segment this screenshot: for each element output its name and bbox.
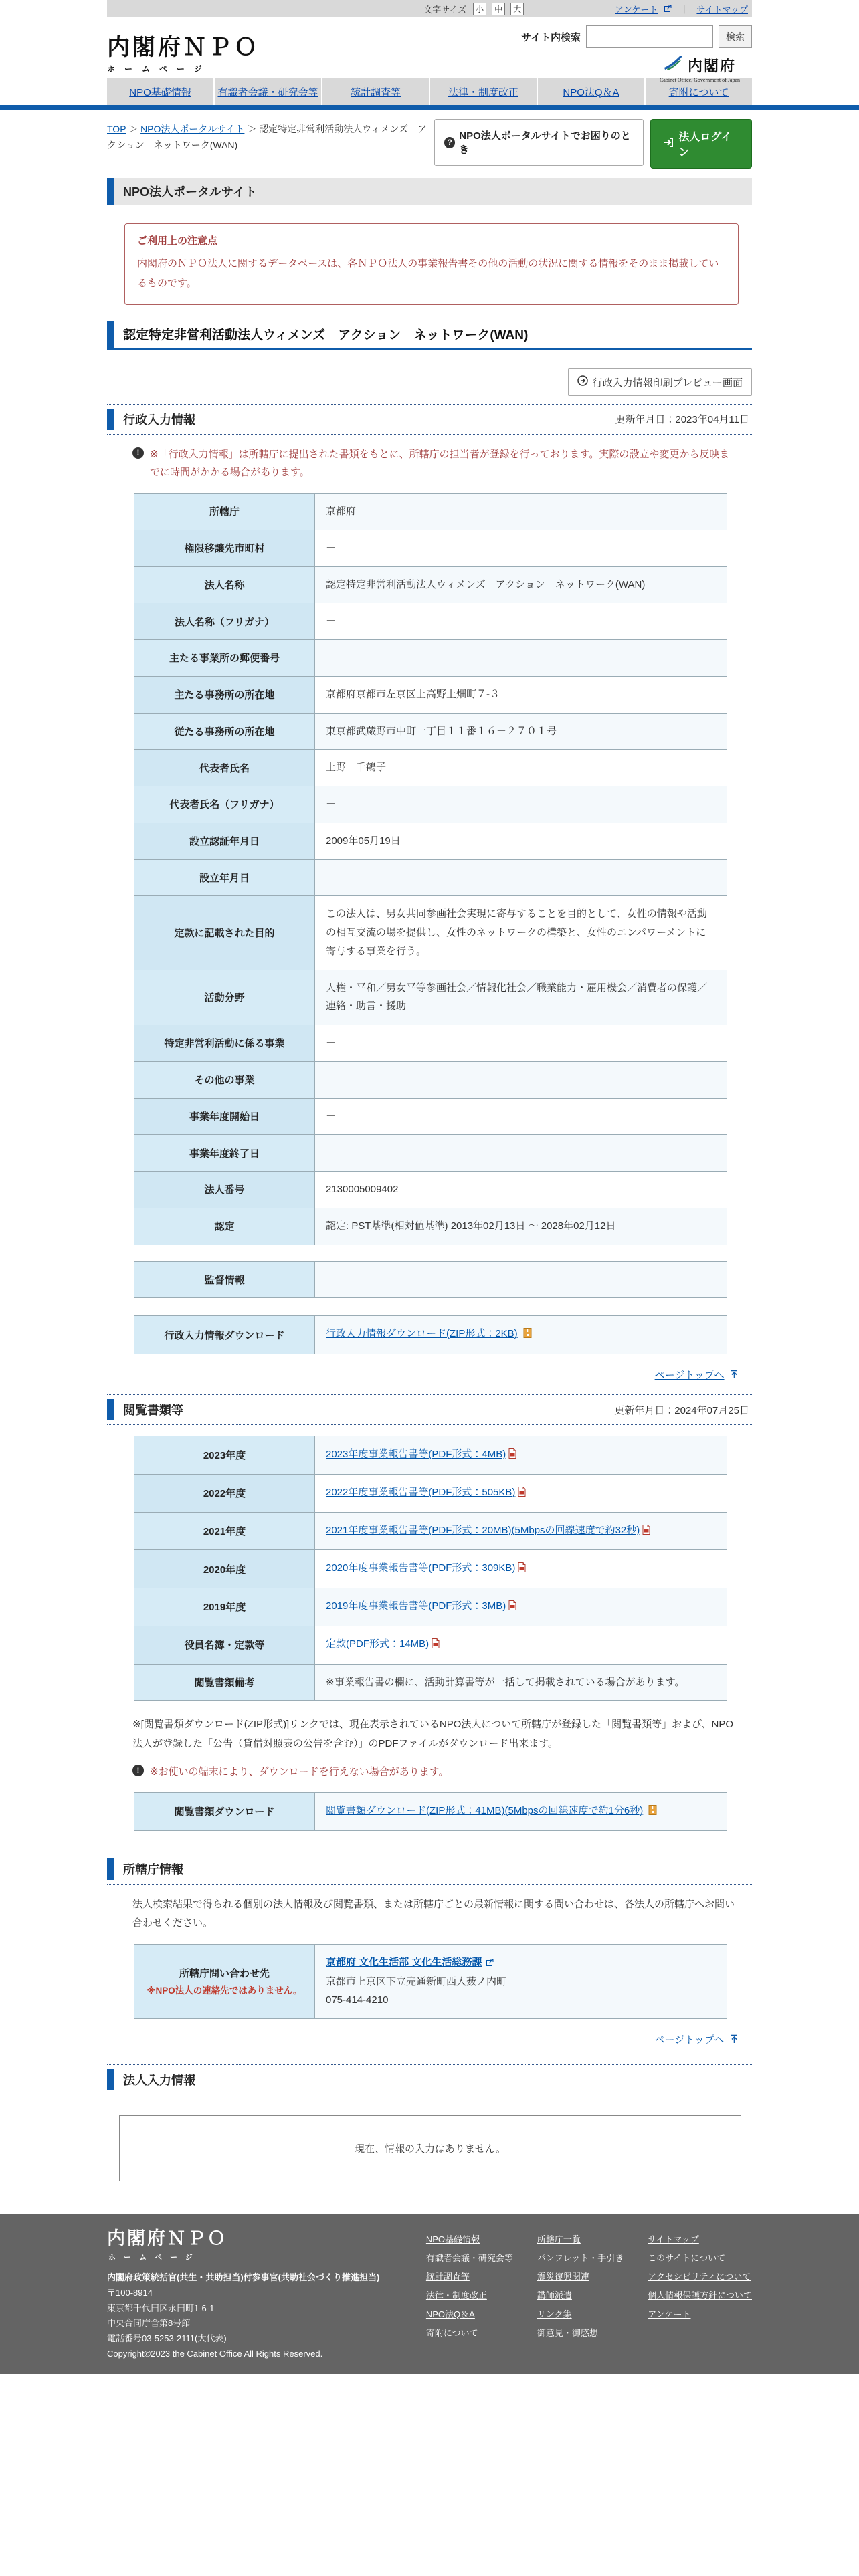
report-2023-link[interactable]: 2023年度事業報告書等(PDF形式：4MB) [326,1448,506,1460]
table-row: 設立認証年月日 2009年05月19日 [134,823,727,859]
authority-address: 京都市上京区下立売通新町西入薮ノ内町 [326,1975,507,1988]
search-button[interactable]: 検索 [719,25,752,48]
pdf-file-icon [518,1560,526,1579]
table-row: 役員名簿・定款等 定款(PDF形式：14MB) [134,1626,727,1664]
table-row: 所轄庁 京都府 [134,494,727,530]
footer-link[interactable]: 寄附について [425,2328,478,2338]
corp-input-title: 法人入力情報 [107,2069,195,2090]
pdf-file-icon [508,1446,516,1465]
table-row: 代表者氏名 上野 千鶴子 [134,750,727,786]
cao-name: 内閣府 [687,58,736,74]
table-row: 特定非営利活動に係る事業 － [134,1025,727,1062]
footer-link[interactable]: NPO法Q＆A [425,2309,475,2319]
documents-updated-date: 更新年月日：2024年07月25日 [614,1404,749,1416]
table-row: 法人名称 認定特定非営利活動法人ウィメンズ アクション ネットワーク(WAN) [134,566,727,603]
table-row: 閲覧書類備考 ※事業報告書の欄に、活動計算書等が一括して掲載されている場合があります。 [134,1664,727,1701]
admin-info-updated-date: 更新年月日：2023年04月11日 [615,414,749,425]
admin-zip-download-link[interactable]: 行政入力情報ダウンロード(ZIP形式：2KB) [326,1328,518,1340]
articles-link[interactable]: 定款(PDF形式：14MB) [326,1638,430,1650]
footer-link[interactable]: サイトマップ [648,2234,699,2244]
table-row: 定款に記載された目的 この法人は、男女共同参画社会実現に寄与することを目的として、女性の情報や活動の相互交流の場を提供し、女性のネットワークの構築と、女性のエンパワーメントに寄与する事業を行う。 [134,896,727,970]
table-row: その他の事業 － [134,1061,727,1098]
breadcrumb-separator: ＞ [247,124,257,134]
pdf-file-icon [518,1485,526,1503]
zip-download-note: ※[閲覧書類ダウンロード(ZIP形式)]リンクでは、現在表示されているNPO法人について所轄庁が登録した「閲覧書類等」および、NPO法人が登録した「公告（貸借対照表の公告を含む）」のPDFファイルがダウンロード出来ます。 [132,1719,734,1749]
contact-label: 所轄庁問い合わせ先 [179,1968,270,1980]
cao-caption: Cabinet Office, Government of Japan [659,77,740,83]
cao-emblem-icon [664,55,684,76]
footer-logo[interactable]: 内閣府ＮＰＯ ホームページ [107,2228,227,2262]
page-top-link[interactable]: ページトップへ [654,1370,725,1381]
report-2022-link[interactable]: 2022年度事業報告書等(PDF形式：505KB) [326,1486,516,1498]
table-row: 権限移譲先市町村 － [134,530,727,566]
footer-postal: 〒100-8914 [107,2287,153,2298]
site-search [521,25,752,48]
npo-home-logo[interactable] [107,25,260,73]
main-nav [107,78,752,105]
utility-bar [107,0,752,17]
report-2019-link[interactable]: 2019年度事業報告書等(PDF形式：3MB) [326,1600,506,1612]
external-link-icon [486,1954,494,1973]
table-row: 代表者氏名（フリガナ） － [134,786,727,823]
table-row: 設立年月日 － [134,859,727,896]
footer-link[interactable]: パンフレット・手引き [537,2253,624,2263]
table-row: 2023年度 2023年度事業報告書等(PDF形式：4MB) [134,1436,727,1475]
documents-title: 閲覧書類等 [107,1399,183,1420]
footer-col-1 [426,2232,513,2362]
breadcrumb-separator: ＞ [128,124,138,134]
table-row: 事業年度終了日 － [134,1135,727,1172]
nav-item-law-reform[interactable]: 法律・制度改正 [430,78,538,105]
survey-link[interactable]: アンケート [615,4,658,15]
supervision-table [134,1261,727,1299]
breadcrumb [107,119,434,169]
table-row: 2020年度 2020年度事業報告書等(PDF形式：309KB) [134,1550,727,1588]
logo-text-sub: ホームページ [107,64,211,74]
footer-link[interactable]: 法律・制度改正 [425,2290,487,2300]
footer-col-2 [537,2232,624,2362]
footer-link[interactable]: 震災復興関連 [537,2272,589,2282]
documents-section-header [107,1394,752,1425]
corp-input-empty-message: 現在、情報の入力はありません。 [119,2115,741,2181]
footer-link[interactable]: このサイトについて [648,2253,726,2263]
authority-title: 所轄庁情報 [107,1858,183,1880]
admin-info-table [134,493,727,1245]
site-header [107,17,752,83]
footer-link[interactable]: 所轄庁一覧 [537,2234,581,2244]
info-icon: ! [132,1765,144,1776]
nav-item-expert-meetings[interactable]: 有識者会議・研究会等 [215,78,322,105]
notice-title: ご利用上の注意点 [137,235,218,247]
documents-download-table [134,1792,727,1831]
footer [0,2214,859,2374]
authority-contact-table [134,1944,727,2019]
admin-info-section-header [107,404,752,435]
nav-item-statistics[interactable]: 統計調査等 [322,78,430,105]
zip-file-icon [648,1803,657,1822]
download-warning-note: ! ※お使いの端末により、ダウンロードを行えない場合があります。 [132,1763,739,1782]
footer-address1: 東京都千代田区永田町1-6-1 [107,2302,215,2313]
contact-label-note: ※NPO法人の連絡先ではありません。 [147,1985,302,1996]
font-size-label: 文字サイズ [423,4,467,15]
external-link-icon [664,4,672,14]
page-top-link[interactable]: ページトップへ [654,2034,725,2046]
pdf-file-icon [432,1636,440,1655]
breadcrumb-current: 認定特定非営利活動法人ウィメンズ アクション ネットワーク(WAN) [107,124,427,150]
report-2020-link[interactable]: 2020年度事業報告書等(PDF形式：309KB) [326,1562,516,1574]
table-row: 法人名称（フリガナ） － [134,603,727,640]
nav-item-npo-basics[interactable]: NPO基礎情報 [107,78,215,105]
nav-item-donation[interactable]: 寄附について [668,86,729,98]
nav-item-npo-law-qa[interactable]: NPO法Q＆A [538,78,646,105]
topbar-divider: ｜ [680,4,689,15]
portal-help-button[interactable]: ? NPO法人ポータルサイトでお困りのとき [434,119,644,166]
admin-info-title: 行政入力情報 [107,409,195,430]
question-icon: ? [444,137,455,148]
admin-download-table [134,1315,727,1354]
footer-link[interactable]: NPO基礎情報 [425,2234,480,2244]
table-row: 行政入力情報ダウンロード 行政入力情報ダウンロード(ZIP形式：2KB) [134,1316,727,1354]
footer-link[interactable]: 有識者会議・研究会等 [425,2253,513,2263]
report-2021-link[interactable]: 2021年度事業報告書等(PDF形式：20MB)(5Mbpsの回線速度で約32秒) [326,1524,640,1536]
authority-section-header [107,1854,752,1885]
font-size-small-button[interactable]: 小 [473,3,486,15]
table-row: 法人番号 2130005009402 [134,1172,727,1208]
admin-info-print-preview-button[interactable]: 行政入力情報印刷プレビュー画面 [568,368,752,396]
table-row: 主たる事務所の所在地 京都府京都市左京区上高野上畑町７-３ [134,676,727,713]
breadcrumb-top-link[interactable]: TOP [107,124,126,134]
logo-text-main: 内閣府ＮＰＯ [107,35,260,60]
corporation-title: 認定特定非営利活動法人ウィメンズ アクション ネットワーク(WAN) [107,321,752,350]
authority-phone: 075-414-4210 [326,1994,389,2006]
footer-link[interactable]: 統計調査等 [425,2272,470,2282]
footer-link[interactable]: リンク集 [537,2309,572,2319]
table-row: 2019年度 2019年度事業報告書等(PDF形式：3MB) [134,1588,727,1626]
search-label: サイト内検索 [521,31,581,43]
table-row: 従たる事務所の所在地 東京都武蔵野市中町一丁目１１番１６－２７０１号 [134,713,727,750]
table-row: 主たる事業所の郵便番号 － [134,640,727,677]
footer-link[interactable]: アクセシビリティについて [648,2272,751,2282]
page-top-icon [730,2034,739,2047]
breadcrumb-portal-link[interactable]: NPO法人ポータルサイト [140,124,245,134]
portal-site-heading: NPO法人ポータルサイト [107,178,752,205]
notice-body: 内閣府のＮＰＯ法人に関するデータベースは、各ＮＰＯ法人の事業報告書その他の活動の状況に関する情報をそのまま掲載しているものです。 [137,258,719,290]
footer-link[interactable]: アンケート [648,2309,691,2319]
footer-copyright: Copyright©2023 the Cabinet Office All Rights Reserved. [107,2348,323,2359]
table-row: 認定 認定: PST基準(相対値基準) 2013年02月13日 ～ 2028年02月12日 [134,1208,727,1245]
footer-tel: 電話番号03-5253-2111(大代表) [107,2333,227,2343]
table-row: 2021年度 2021年度事業報告書等(PDF形式：20MB)(5Mbpsの回線速度で約32秒) [134,1512,727,1550]
documents-table [134,1436,727,1701]
table-row: 監督情報 － [134,1261,727,1298]
admin-info-note: ! ※「行政入力情報」は所轄庁に提出された書類をもとに、所轄庁の担当者が登録を行っております。実際の設立や変更から反映までに時間がかかる場合があります。 [132,445,739,483]
arrow-circle-icon [577,375,588,389]
corporate-login-button[interactable]: 法人ログイン [650,119,752,169]
documents-zip-download-link[interactable]: 閲覧書類ダウンロード(ZIP形式：41MB)(5Mbpsの回線速度で約1分6秒) [326,1805,644,1816]
footer-org: 内閣府政策統括官(共生・共助担当)付参事官(共助社会づくり推進担当) [107,2272,380,2282]
accent-divider-bar [0,105,859,110]
usage-notice-box [124,223,739,305]
table-row: 閲覧書類ダウンロード 閲覧書類ダウンロード(ZIP形式：41MB)(5Mbpsの回線速度で約1分6秒) [134,1793,727,1831]
footer-link[interactable]: 個人情報保護方針について [648,2290,752,2300]
zip-file-icon [523,1326,532,1345]
info-icon: ! [132,447,144,459]
page-top-icon [730,1370,739,1382]
table-row [134,1944,727,2018]
footer-col-3 [648,2232,752,2362]
authority-lead: 法人検索結果で得られる個別の法人情報及び閲覧書類、または所轄庁ごとの最新情報に関する問い合わせは、各法人の所轄庁へお問い合わせください。 [132,1898,735,1929]
table-row: 事業年度開始日 － [134,1098,727,1135]
search-input[interactable] [586,25,713,48]
footer-link[interactable]: 御意見・御感想 [537,2328,598,2338]
footer-link[interactable]: 講師派遣 [537,2290,572,2300]
login-icon [663,137,674,151]
pdf-file-icon [508,1598,516,1617]
authority-office-link[interactable]: 京都府 文化生活部 文化生活総務課 [326,1956,482,1968]
pdf-file-icon [642,1523,650,1541]
font-size-large-button[interactable]: 大 [510,3,524,15]
sitemap-link[interactable]: サイトマップ [696,4,748,15]
table-row: 2022年度 2022年度事業報告書等(PDF形式：505KB) [134,1474,727,1512]
table-row: 活動分野 人権・平和／男女平等参画社会／情報化社会／職業能力・雇用機会／消費者の保護／連絡・助言・援助 [134,970,727,1025]
footer-address2: 中央合同庁舎第8号館 [107,2318,191,2329]
corp-input-section-header [107,2064,752,2095]
font-size-medium-button[interactable]: 中 [492,3,505,15]
